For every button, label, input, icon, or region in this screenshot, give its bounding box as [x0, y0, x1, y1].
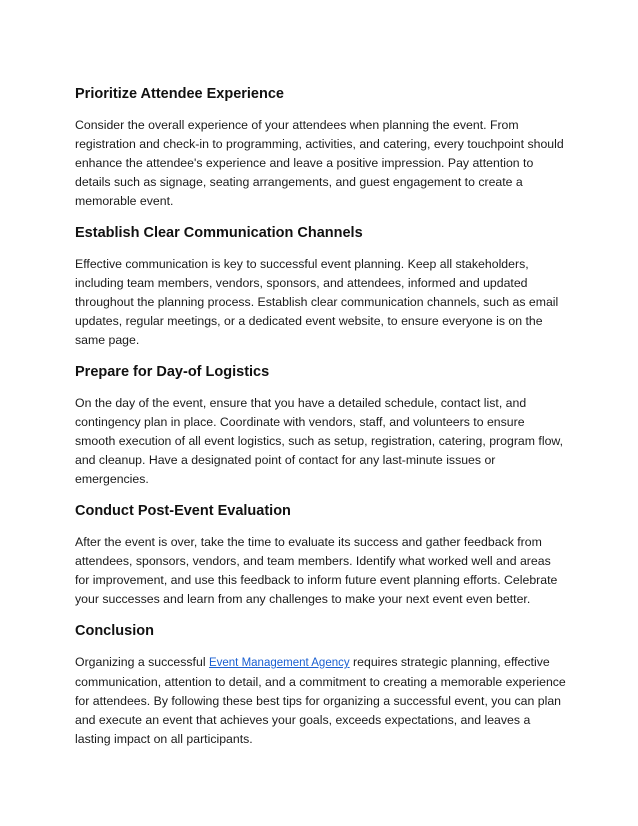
event-management-agency-link[interactable]: Event Management Agency — [208, 657, 350, 669]
section-post-event-evaluation — [75, 501, 567, 609]
conclusion-text-after-link: requires strategic planning, effective communication, attention to detail, and a commitment to creating a memorable experience for attendees. By following these best tips for organizing a successful event, you can plan and execute an event that achieves your goals, exceeds expectations, and leaves a lasting impact on all participants. — [75, 655, 566, 746]
section-body: After the event is over, take the time to evaluate its success and gather feedback from attendees, sponsors, vendors, and team members. Identify what worked well and areas for improvement, and use this feedback to inform future event planning efforts. Celebrate your successes and learn from any challenges to make your next event even better. — [75, 535, 558, 606]
document-page — [75, 84, 567, 761]
section-communication-channels — [75, 223, 567, 350]
section-heading: Prepare for Day-of Logistics — [75, 364, 270, 380]
section-heading: Conduct Post-Event Evaluation — [75, 503, 291, 519]
conclusion-text-before-link: Organizing a successful — [75, 655, 209, 669]
section-day-of-logistics — [75, 362, 567, 489]
section-heading: Establish Clear Communication Channels — [75, 225, 363, 241]
section-conclusion — [75, 621, 567, 749]
conclusion-body — [75, 653, 567, 749]
section-body: On the day of the event, ensure that you have a detailed schedule, contact list, and contingency plan in place. Coordinate with vendors, staff, and volunteers to ensure smooth execution of all event logistics, such as setup, registration, catering, program flow, and cleanup. Have a designated point of contact for any last-minute issues or emergencies. — [75, 396, 564, 486]
conclusion-heading: Conclusion — [75, 623, 154, 639]
section-body: Consider the overall experience of your attendees when planning the event. From registration and check-in to programming, activities, and catering, every touchpoint should enhance the attendee's experience and leave a positive impression. Pay attention to details such as signage, seating arrangements, and guest engagement to create a memorable event. — [75, 118, 564, 208]
section-attendee-experience — [75, 84, 567, 211]
section-heading: Prioritize Attendee Experience — [75, 86, 284, 102]
section-body: Effective communication is key to successful event planning. Keep all stakeholders, including team members, vendors, sponsors, and attendees, informed and updated throughout the planning process. Establish clear communication channels, such as email updates, regular meetings, or a dedicated event website, to ensure everyone is on the same page. — [75, 257, 559, 347]
